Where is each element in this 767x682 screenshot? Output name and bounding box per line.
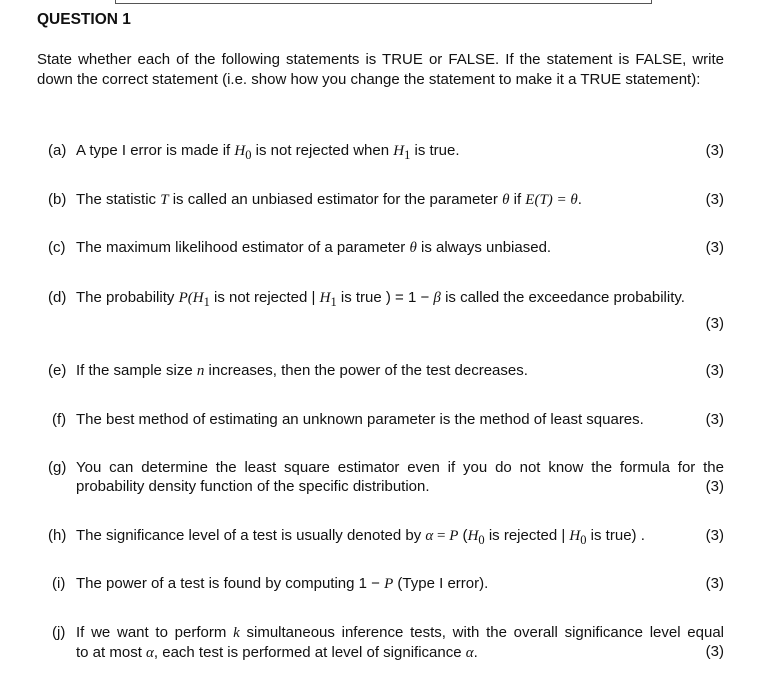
statement-text-line2: probability density function of the specific distribution.	[76, 478, 430, 495]
statement-label: (b)	[48, 191, 67, 208]
statement-g	[48, 458, 724, 498]
statement-text: The best method of estimating an unknown parameter is the method of least squares.	[76, 411, 644, 428]
marks-label: (3)	[705, 527, 724, 544]
marks-label: (3)	[705, 411, 724, 428]
marks-label: (3)	[705, 315, 724, 332]
statement-text: The maximum likelihood estimator of a parameter θ is always unbiased.	[76, 239, 552, 256]
statement-f	[52, 410, 724, 429]
statement-d	[48, 288, 724, 333]
top-frame-edge	[115, 0, 652, 4]
statement-text: The probability $P(H_1$ is not rejected | $H_1$ is true ) = 1 − β is called the exceedance probability.	[76, 289, 685, 309]
statement-text-line1: You can determine the least square estimator even if you do not know the formula for the	[76, 459, 724, 476]
statement-label: (d)	[48, 289, 67, 306]
marks-label: (3)	[705, 142, 724, 159]
statement-text: A type I error is made if $H_0$ is not rejected when $H_1$ is true.	[76, 142, 460, 162]
statement-text-line2: to at most α, each test is performed at level of significance α.	[76, 644, 478, 661]
statement-label: (c)	[48, 239, 66, 256]
statement-label: (f)	[52, 411, 67, 428]
marks-label: (3)	[705, 643, 724, 660]
statement-label: (a)	[48, 142, 67, 159]
statement-label: (i)	[52, 575, 66, 592]
statement-text: The power of a test is found by computing 1 − P (Type I error).	[76, 575, 489, 592]
statement-b	[48, 190, 724, 210]
statement-h	[48, 526, 724, 550]
statement-text-line1: If we want to perform k simultaneous inference tests, with the overall significance level equal	[76, 624, 724, 641]
marks-label: (3)	[705, 575, 724, 592]
statement-label: (g)	[48, 459, 67, 476]
statement-text: If the sample size n increases, then the power of the test decreases.	[76, 362, 528, 379]
statement-c	[48, 238, 724, 258]
statement-i	[52, 574, 724, 594]
statement-j	[52, 623, 724, 663]
statement-label: (h)	[48, 527, 67, 544]
marks-label: (3)	[705, 239, 724, 256]
statement-e	[48, 361, 724, 381]
statement-a	[48, 141, 724, 165]
statement-text: The significance level of a test is usually denoted by α = P ($H_0$ is rejected | $H_0$ is true) .	[76, 527, 645, 547]
statement-label: (j)	[52, 624, 66, 641]
question-intro: State whether each of the following statements is TRUE or FALSE. If the statement is FALSE, write down the correct statement (i.e. show how you change the statement to make it a TRUE statement):	[37, 51, 724, 88]
marks-label: (3)	[705, 478, 724, 495]
statement-text: The statistic T is called an unbiased estimator for the parameter θ if E(T) = θ.	[76, 191, 582, 208]
question-heading: QUESTION 1	[37, 11, 131, 28]
marks-label: (3)	[705, 362, 724, 379]
statement-label: (e)	[48, 362, 67, 379]
marks-label: (3)	[705, 191, 724, 208]
